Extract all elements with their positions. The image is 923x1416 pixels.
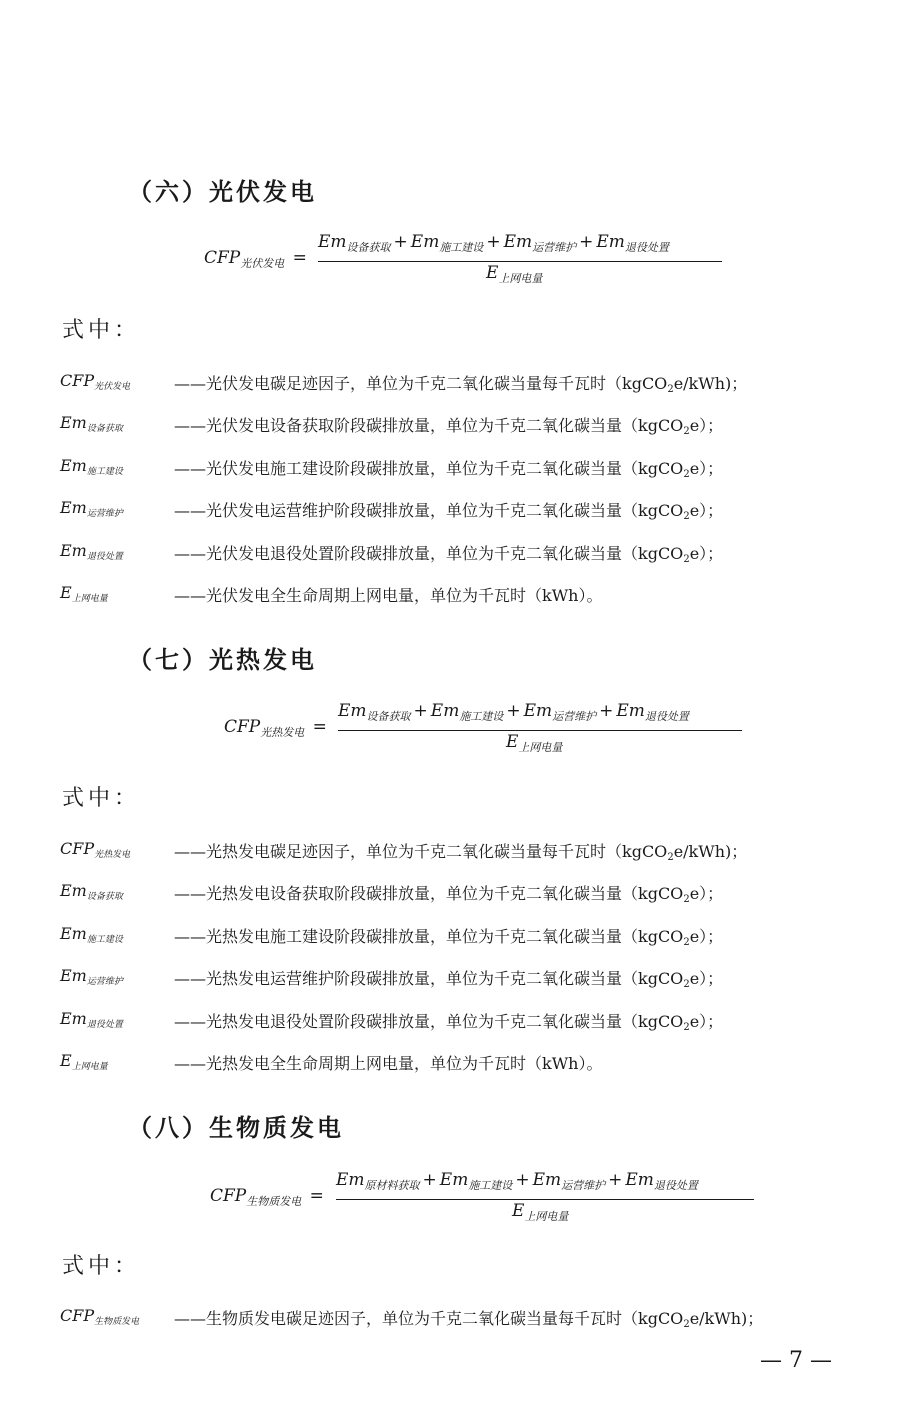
def-description: ——光伏发电运营维护阶段碳排放量，单位为千克二氧化碳当量（kgCO$_2$e）； — [174, 501, 724, 522]
definition-row — [60, 413, 860, 441]
def-symbol: $Em_{运营维护}$ — [60, 498, 123, 519]
definition-row — [60, 1009, 860, 1037]
section-heading-biomass: （八）生物质发电 — [128, 1114, 344, 1142]
formula-denominator: $E_{上网电量}$ — [512, 1201, 569, 1223]
def-description: ——光热发电碳足迹因子，单位为千克二氧化碳当量每千瓦时（kgCO$_2$e/kWh)； — [174, 842, 748, 863]
def-symbol: $CFP_{光伏发电}$ — [60, 371, 131, 392]
def-description: ——光热发电退役处置阶段碳排放量，单位为千克二氧化碳当量（kgCO$_2$e）； — [174, 1012, 724, 1033]
formula-numerator: $Em_{设备获取} + Em_{施工建设} + Em_{运营维护} + Em_{退役处置}$ — [338, 701, 689, 723]
def-symbol: $Em_{退役处置}$ — [60, 1009, 123, 1030]
def-symbol: $CFP_{光热发电}$ — [60, 839, 131, 860]
def-description: ——光热发电施工建设阶段碳排放量，单位为千克二氧化碳当量（kgCO$_2$e）； — [174, 927, 724, 948]
definition-row — [60, 541, 860, 569]
formula-solar-thermal — [224, 701, 754, 761]
section-heading-solar-thermal: （七）光热发电 — [128, 646, 317, 674]
def-description: ——光热发电运营维护阶段碳排放量，单位为千克二氧化碳当量（kgCO$_2$e）； — [174, 969, 724, 990]
formula-numerator: $Em_{设备获取} + Em_{施工建设} + Em_{运营维护} + Em_{退役处置}$ — [318, 232, 669, 254]
formula-denominator: $E_{上网电量}$ — [506, 732, 563, 754]
definition-row — [60, 1306, 860, 1334]
def-symbol: $Em_{设备获取}$ — [60, 413, 123, 434]
definition-row — [60, 371, 860, 399]
where-label: 式中： — [62, 318, 141, 343]
def-symbol: $Em_{设备获取}$ — [60, 881, 123, 902]
def-description: ——光伏发电碳足迹因子，单位为千克二氧化碳当量每千瓦时（kgCO$_2$e/kWh)； — [174, 374, 748, 395]
formula-lhs: $CFP_{光热发电}$ = — [224, 717, 327, 739]
fraction-bar — [338, 730, 742, 731]
def-description: ——光伏发电全生命周期上网电量，单位为千瓦时（kWh）。 — [174, 586, 603, 605]
formula-numerator: $Em_{原材料获取} + Em_{施工建设} + Em_{运营维护} + Em_{退役处置}$ — [336, 1170, 698, 1192]
where-label: 式中： — [62, 1254, 141, 1279]
definition-row — [60, 498, 860, 526]
definition-row — [60, 456, 860, 484]
def-description: ——光伏发电退役处置阶段碳排放量，单位为千克二氧化碳当量（kgCO$_2$e）； — [174, 544, 724, 565]
page-number: — 7 — — [760, 1348, 832, 1373]
def-symbol: $Em_{施工建设}$ — [60, 456, 123, 477]
def-symbol: $E_{上网电量}$ — [60, 1051, 108, 1072]
def-symbol: $Em_{退役处置}$ — [60, 541, 123, 562]
formula-biomass — [210, 1170, 770, 1230]
definition-row — [60, 583, 860, 611]
def-description: ——光热发电设备获取阶段碳排放量，单位为千克二氧化碳当量（kgCO$_2$e）； — [174, 884, 724, 905]
formula-denominator: $E_{上网电量}$ — [486, 263, 543, 285]
def-description: ——光伏发电施工建设阶段碳排放量，单位为千克二氧化碳当量（kgCO$_2$e）； — [174, 459, 724, 480]
formula-lhs: $CFP_{生物质发电}$ = — [210, 1186, 324, 1208]
definition-row — [60, 924, 860, 952]
def-symbol: $E_{上网电量}$ — [60, 583, 108, 604]
def-symbol: $Em_{施工建设}$ — [60, 924, 123, 945]
definition-row — [60, 839, 860, 867]
def-symbol: $Em_{运营维护}$ — [60, 966, 123, 987]
def-description: ——光伏发电设备获取阶段碳排放量，单位为千克二氧化碳当量（kgCO$_2$e）； — [174, 416, 724, 437]
definition-row — [60, 1051, 860, 1079]
fraction-bar — [318, 261, 722, 262]
def-symbol: $CFP_{生物质发电}$ — [60, 1306, 140, 1327]
formula-solar-pv — [204, 232, 734, 292]
fraction-bar — [336, 1199, 754, 1200]
where-label: 式中： — [62, 786, 141, 811]
def-description: ——光热发电全生命周期上网电量，单位为千瓦时（kWh）。 — [174, 1054, 603, 1073]
definition-row — [60, 881, 860, 909]
formula-lhs: $CFP_{光伏发电}$ = — [204, 248, 307, 270]
section-heading-solar-pv: （六）光伏发电 — [128, 178, 317, 206]
definition-row — [60, 966, 860, 994]
def-description: ——生物质发电碳足迹因子，单位为千克二氧化碳当量每千瓦时（kgCO$_2$e/kWh)； — [174, 1309, 764, 1330]
